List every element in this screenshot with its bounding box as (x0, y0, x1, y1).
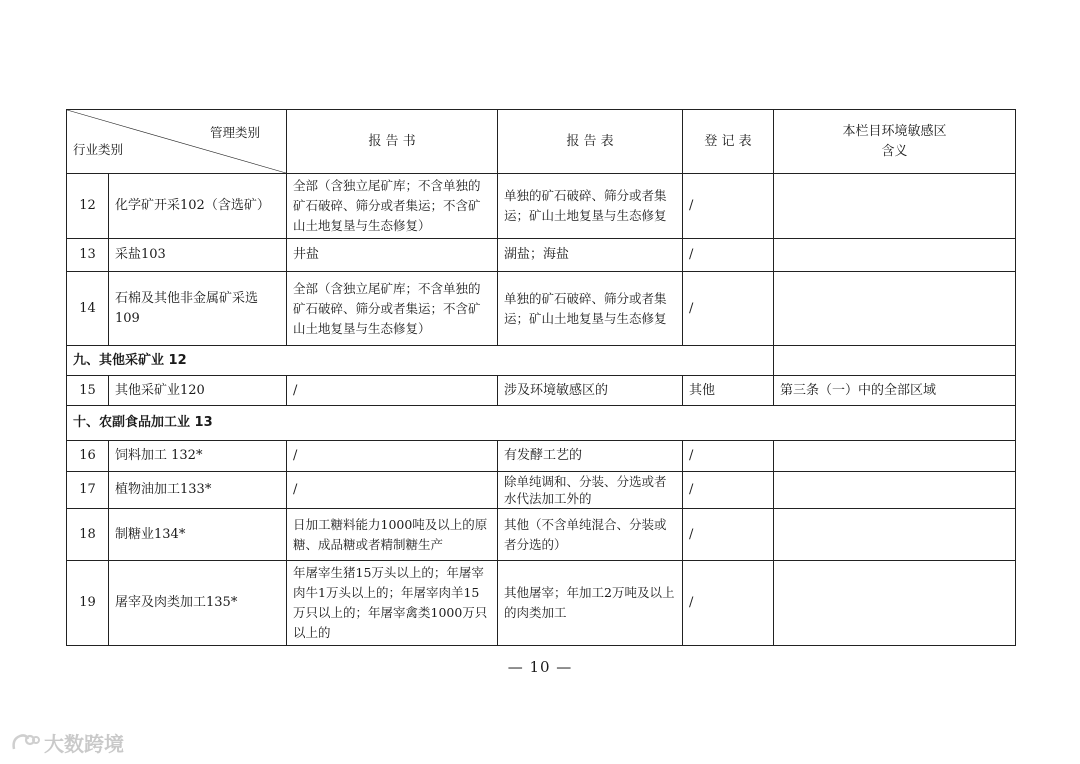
table-row (67, 376, 1016, 406)
row-number: 15 (67, 376, 109, 406)
report-book-cell: 井盐 (287, 239, 498, 272)
sensitive-area-cell: 第三条（一）中的全部区域 (774, 376, 1016, 406)
sensitive-area-cell (774, 441, 1016, 472)
table-row (67, 561, 1016, 646)
report-book-cell: 全部（含独立尾矿库；不含单独的矿石破碎、筛分或者集运；不含矿山土地复垦与生态修复） (287, 174, 498, 239)
watermark-logo-icon (10, 731, 40, 755)
register-cell: 其他 (683, 376, 774, 406)
register-cell: / (683, 272, 774, 346)
column-header-register-form: 登 记 表 (683, 110, 774, 174)
table-row (67, 509, 1016, 561)
report-book-cell: / (287, 376, 498, 406)
register-cell: / (683, 509, 774, 561)
report-book-cell: / (287, 472, 498, 509)
report-form-cell: 单独的矿石破碎、筛分或者集运；矿山土地复垦与生态修复 (498, 174, 683, 239)
report-form-cell: 湖盐；海盐 (498, 239, 683, 272)
sensitive-area-cell (774, 472, 1016, 509)
diagonal-header-cell (67, 110, 287, 174)
table-row (67, 441, 1016, 472)
industry-cell: 饲料加工 132* (109, 441, 287, 472)
sensitive-area-cell (774, 509, 1016, 561)
table-row (67, 272, 1016, 346)
section-row (67, 406, 1016, 441)
register-cell: / (683, 239, 774, 272)
section-title: 九、其他采矿业 12 (67, 346, 774, 376)
row-number: 13 (67, 239, 109, 272)
column-header-sensitive-area (774, 110, 1016, 174)
report-form-cell: 其他屠宰；年加工2万吨及以上的肉类加工 (498, 561, 683, 646)
sensitive-area-header-line1: 本栏目环境敏感区 (842, 123, 947, 139)
report-book-cell: 日加工糖料能力1000吨及以上的原糖、成品糖或者精制糖生产 (287, 509, 498, 561)
industry-cell: 屠宰及肉类加工135* (109, 561, 287, 646)
industry-cell: 化学矿开采102（含选矿） (109, 174, 287, 239)
table-row (67, 239, 1016, 272)
industry-cell: 制糖业134* (109, 509, 287, 561)
industry-classification-table (66, 109, 1016, 646)
row-number: 14 (67, 272, 109, 346)
sensitive-area-cell (774, 239, 1016, 272)
register-cell: / (683, 472, 774, 509)
industry-cell: 石棉及其他非金属矿采选109 (109, 272, 287, 346)
watermark (10, 728, 124, 757)
report-form-cell: 除单纯调和、分装、分选或者水代法加工外的 (498, 472, 683, 509)
register-cell: / (683, 561, 774, 646)
industry-cell: 植物油加工133* (109, 472, 287, 509)
report-book-cell: 年屠宰生猪15万头以上的；年屠宰肉牛1万头以上的；年屠宰肉羊15万只以上的；年屠宰禽类1000万只以上的 (287, 561, 498, 646)
sensitive-area-cell (774, 174, 1016, 239)
industry-category-label: 行业类别 (73, 142, 124, 157)
section-row (67, 346, 1016, 376)
section-title: 十、农副食品加工业 13 (67, 406, 1016, 441)
section-empty-cell (774, 346, 1016, 376)
row-number: 12 (67, 174, 109, 239)
register-cell: / (683, 441, 774, 472)
report-form-cell: 有发酵工艺的 (498, 441, 683, 472)
page-number: — 10 — (507, 658, 573, 676)
sensitive-area-cell (774, 272, 1016, 346)
column-header-report-form: 报 告 表 (498, 110, 683, 174)
table-row (67, 174, 1016, 239)
industry-cell: 采盐103 (109, 239, 287, 272)
row-number: 19 (67, 561, 109, 646)
register-cell: / (683, 174, 774, 239)
sensitive-area-header-line2: 含义 (881, 143, 908, 159)
row-number: 17 (67, 472, 109, 509)
management-category-label: 管理类别 (209, 125, 260, 140)
watermark-text: 大数跨境 (44, 732, 124, 756)
report-form-cell: 涉及环境敏感区的 (498, 376, 683, 406)
sensitive-area-cell (774, 561, 1016, 646)
row-number: 18 (67, 509, 109, 561)
report-form-cell: 其他（不含单纯混合、分装或者分选的） (498, 509, 683, 561)
column-header-report-book: 报 告 书 (287, 110, 498, 174)
industry-cell: 其他采矿业120 (109, 376, 287, 406)
report-book-cell: 全部（含独立尾矿库；不含单独的矿石破碎、筛分或者集运；不含矿山土地复垦与生态修复） (287, 272, 498, 346)
report-book-cell: / (287, 441, 498, 472)
report-form-cell: 单独的矿石破碎、筛分或者集运；矿山土地复垦与生态修复 (498, 272, 683, 346)
table-row (67, 472, 1016, 509)
table-header-row (67, 110, 1016, 174)
row-number: 16 (67, 441, 109, 472)
